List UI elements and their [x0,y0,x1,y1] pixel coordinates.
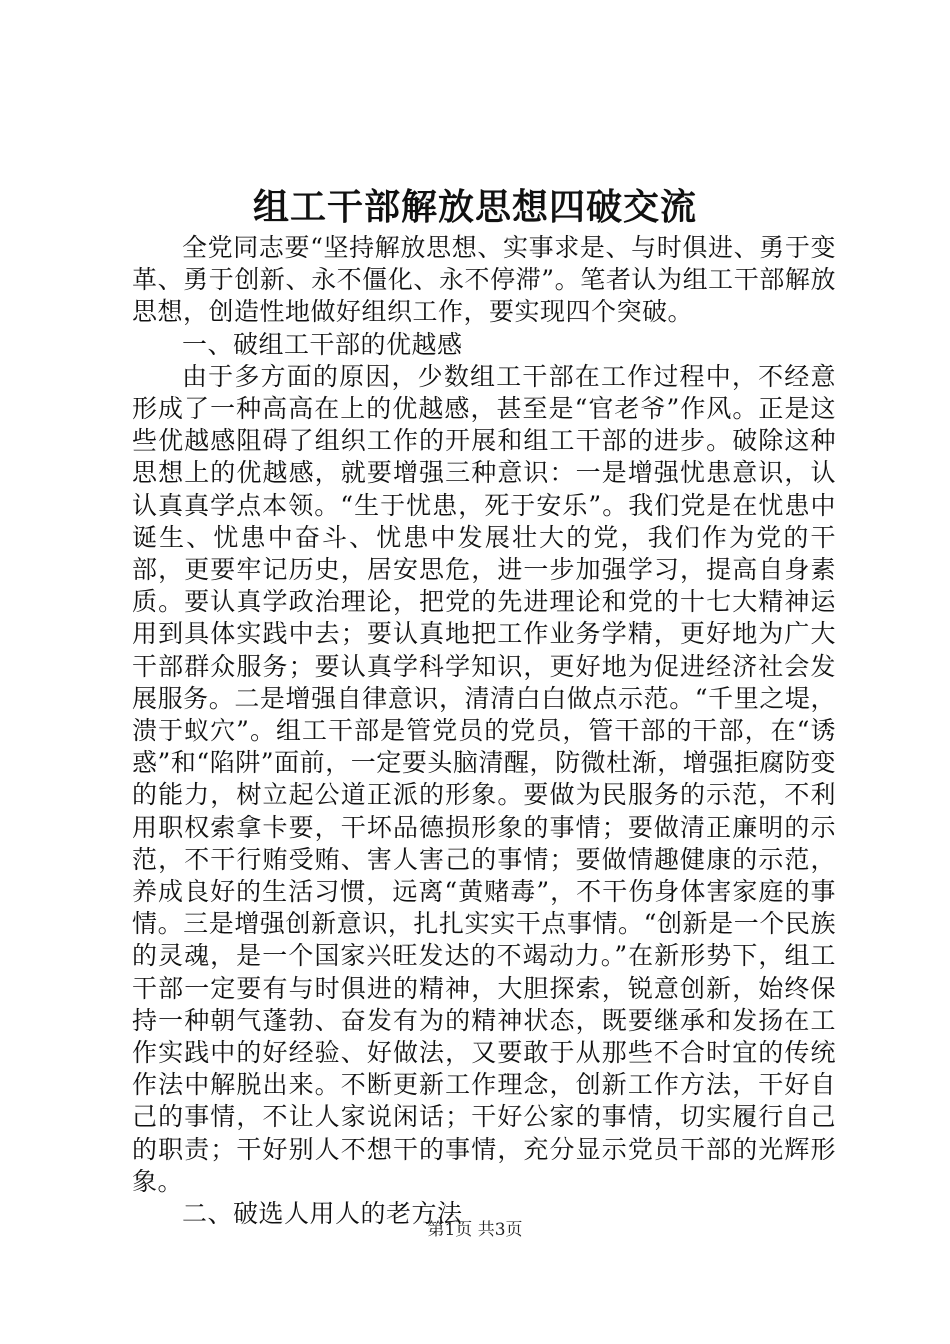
document-title: 组工干部解放思想四破交流 [252,186,697,228]
section-heading-2: 二、破选人用人的老方法 [182,1199,463,1229]
section-1-paragraph: 由于多方面的原因，少数组工干部在工作过程中，不经意形成了一种高高在上的优越感，甚至是“官老爷”作风。正是这些优越感阻碍了组织工作的开展和组工干部的进步。破除这种思想上的优越感，就要增强三种意识：一是增强忧患意识，认认真真学点本领。“生于忧患，死于安乐”。我们党是在忧患中诞生、忧患中奋斗、忧患中发展壮大的党，我们作为党的干部，更要牢记历史，居安思危，进一步加强学习，提高自身素质。要认真学政治理论，把党的先进理论和党的十七大精神运用到具体实践中去；要认真地把工作业务学精，更好地为广大干部群众服务；要认真学科学知识，更好地为促进经济社会发展服务。二是增强自律意识，清清白白做点示范。“千里之堤，溃于蚁穴”。组工干部是管党员的党员，管干部的干部，在“诱惑”和“陷阱”面前，一定要头脑清醒，防微杜渐，增强拒腐防变的能力，树立起公道正派的形象。要做为民服务的示范，不利用职权索拿卡要，干坏品德损形象的事情；要做清正廉明的示范，不干行贿受贿、害人害己的事情；要做情趣健康的示范，养成良好的生活习惯，远离“黄赌毒”，不干伤身体害家庭的事情。三是增强创新意识，扎扎实实干点事情。“创新是一个民族的灵魂，是一个国家兴旺发达的不竭动力。”在新形势下，组工干部一定要有与时俱进的精神，大胆探索，锐意创新，始终保持一种朝气蓬勃、奋发有为的精神状态，既要继承和发扬在工作实践中的好经验、好做法，又要敢于从那些不合时宜的传统作法中解脱出来。不断更新工作理念，创新工作方法，干好自己的事情，不让人家说闲话；干好公家的事情，切实履行自己的职责；干好别人不想干的事情，充分显示党员干部的光辉形象。 [132,361,836,1196]
page-number-footer: 第1页 共3页 [427,1220,523,1240]
intro-paragraph: 全党同志要“坚持解放思想、实事求是、与时俱进、勇于变革、勇于创新、永不僵化、永不停滞”。笔者认为组工干部解放思想，创造性地做好组织工作，要实现四个突破。 [132,233,836,327]
document-body [132,232,836,1230]
section-heading-1: 一、破组工干部的优越感 [182,329,463,359]
